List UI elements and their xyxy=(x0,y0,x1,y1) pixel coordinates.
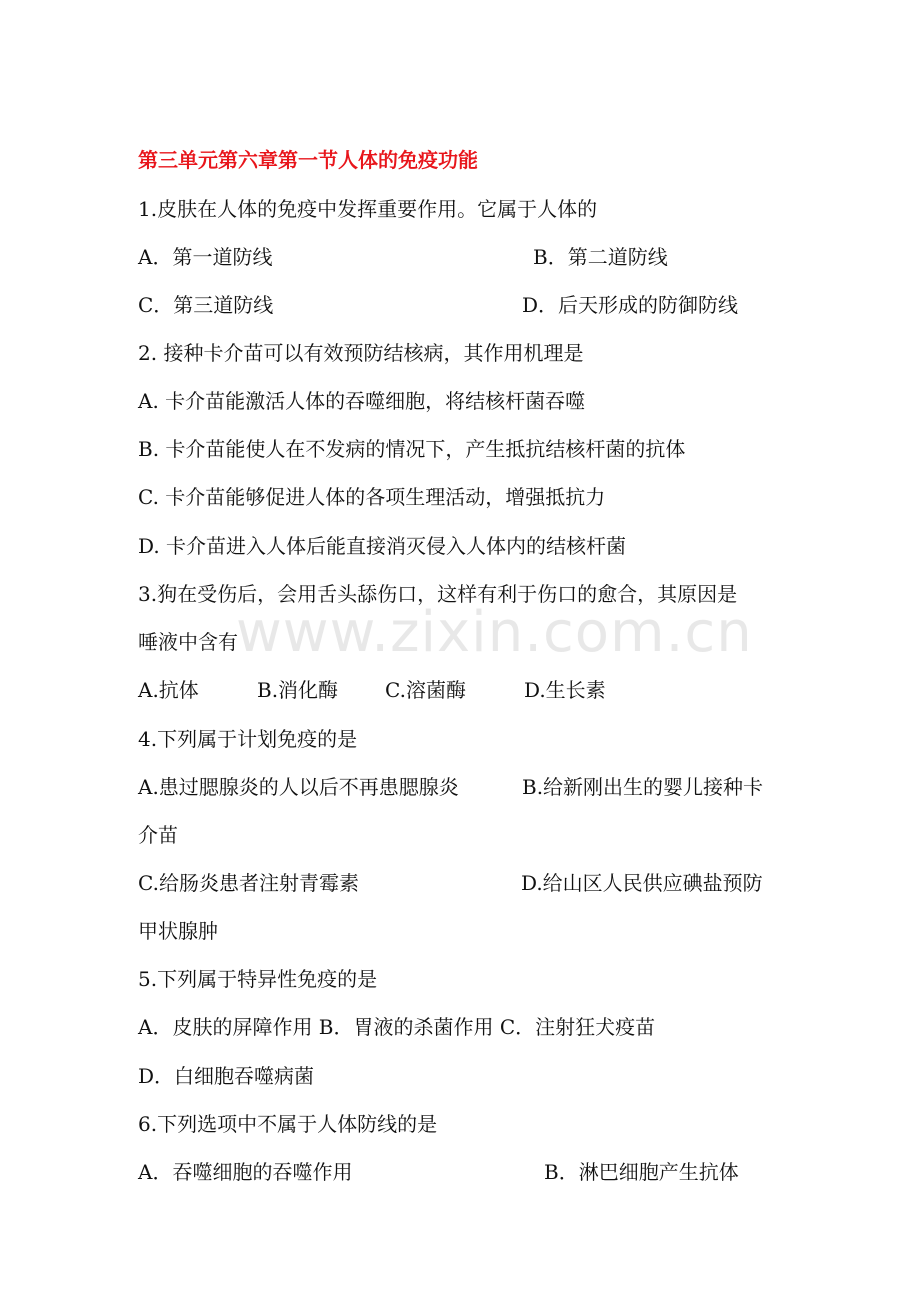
question-4-option-b-cont: 介苗 xyxy=(138,823,178,847)
question-3-option-b: B.消化酶 xyxy=(257,678,339,702)
question-4-option-a: A.患过腮腺炎的人以后不再患腮腺炎 xyxy=(138,775,459,799)
question-2-option-c: C. 卡介苗能够促进人体的各项生理活动，增强抵抗力 xyxy=(138,485,606,509)
question-1-stem: 1.皮肤在人体的免疫中发挥重要作用。它属于人体的 xyxy=(138,197,598,221)
question-1-option-a: A．第一道防线 xyxy=(138,245,273,269)
question-1-option-d: D．后天形成的防御防线 xyxy=(522,293,739,317)
watermark: www.zixin.com.cn xyxy=(236,600,753,665)
question-5-options-abc: A．皮肤的屏障作用 B．胃液的杀菌作用 C．注射狂犬疫苗 xyxy=(138,1015,656,1039)
question-2-stem: 2. 接种卡介苗可以有效预防结核病，其作用机理是 xyxy=(138,341,584,365)
question-4-option-d-cont: 甲状腺肿 xyxy=(138,919,218,943)
question-5-stem: 5.下列属于特异性免疫的是 xyxy=(138,967,378,991)
question-4-option-d: D.给山区人民供应碘盐预防 xyxy=(521,871,763,895)
question-2-option-d: D. 卡介苗进入人体后能直接消灭侵入人体内的结核杆菌 xyxy=(138,534,627,558)
question-6-option-b: B．淋巴细胞产生抗体 xyxy=(544,1160,739,1184)
question-4-option-b: B.给新刚出生的婴儿接种卡 xyxy=(522,775,764,799)
question-3-stem-cont: 唾液中含有 xyxy=(138,630,238,654)
question-4-stem: 4.下列属于计划免疫的是 xyxy=(138,727,358,751)
question-3-option-a: A.抗体 xyxy=(138,678,199,702)
question-1-option-b: B．第二道防线 xyxy=(533,245,668,269)
question-6-option-a: A．吞噬细胞的吞噬作用 xyxy=(138,1160,353,1184)
question-6-stem: 6.下列选项中不属于人体防线的是 xyxy=(138,1112,438,1136)
question-3-option-d: D.生长素 xyxy=(524,678,606,702)
question-1-option-c: C．第三道防线 xyxy=(138,293,274,317)
question-4-option-c: C.给肠炎患者注射青霉素 xyxy=(138,871,359,895)
question-5-option-d: D．白细胞吞噬病菌 xyxy=(138,1064,315,1088)
question-2-option-a: A. 卡介苗能激活人体的吞噬细胞，将结核杆菌吞噬 xyxy=(138,389,586,413)
question-3-option-c: C.溶菌酶 xyxy=(385,678,466,702)
page-title: 第三单元第六章第一节人体的免疫功能 xyxy=(138,148,478,172)
question-3-stem: 3.狗在受伤后，会用舌头舔伤口，这样有利于伤口的愈合，其原因是 xyxy=(138,582,738,606)
question-2-option-b: B. 卡介苗能使人在不发病的情况下，产生抵抗结核杆菌的抗体 xyxy=(138,437,686,461)
